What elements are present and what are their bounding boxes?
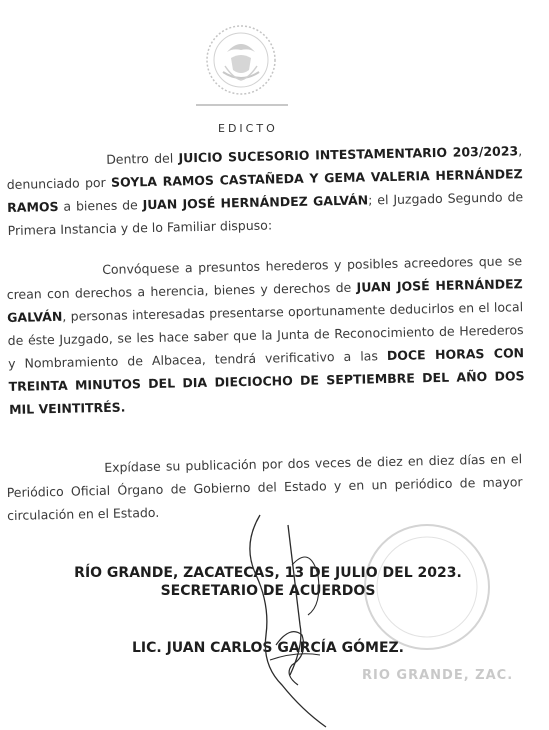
p3-text-1: Expídase su publicación por dos veces de diez en diez días en el Periódico Oficial Órgano de Gobierno del Estado y en un periódico de mayor circulación en el Estado. (6, 451, 523, 523)
stamp-lettering: RIO GRANDE, ZAC. (362, 668, 514, 683)
coat-of-arms-seal-icon (203, 22, 279, 98)
p2-hearing-time: DOCE HORAS CON TREINTA MINUTOS DEL DIA DIECIOCHO DE SEPTIEMBRE DEL AÑO DOS MIL VEINTITRÉS. (8, 345, 525, 417)
p1-text-4: ; el Juzgado Segundo de Primera Instancia y de lo Familiar dispuso: (7, 189, 524, 238)
p1-text-3: a bienes de (58, 197, 143, 214)
p1-case-number: JUICIO SUCESORIO INTESTAMENTARIO 203/2023 (178, 143, 519, 166)
p1-text-1: Dentro del (106, 150, 179, 167)
p1-deceased-name: JUAN JOSÉ HERNÁNDEZ GALVÁN (142, 192, 369, 213)
p2-text-2: , personas interesadas presentarse oportunamente deducirlos en el local de éste Juzgado, se les hace saber que la Junta de Reconocimiento de Herederos y Nombramiento de Albacea, tendrá verificativo a las (7, 299, 524, 371)
handwritten-signature-icon (230, 505, 390, 730)
document-title: EDICTO (218, 122, 278, 135)
paragraph-intro (6, 139, 524, 242)
seal-divider (196, 104, 288, 106)
signatory-role: SECRETARIO DE ACUERDOS (160, 583, 376, 599)
p2-deceased-name: JUAN JOSÉ HERNÁNDEZ GALVÁN (7, 276, 523, 325)
signatory-name: LIC. JUAN CARLOS GARCÍA GÓMEZ. (132, 640, 404, 656)
p1-text-2: , denunciado por (6, 143, 523, 192)
p2-text-1: Convóquese a presuntos herederos y posibles acreedores que se crean con derechos a herencia, bienes y derechos de (6, 253, 523, 302)
place-and-date: RÍO GRANDE, ZACATECAS, 13 DE JULIO DEL 2023. (74, 565, 462, 581)
paragraph-convocation (6, 249, 525, 421)
p1-claimants: SOYLA RAMOS CASTAÑEDA Y GEMA VALERIA HERNÁNDEZ RAMOS (7, 166, 523, 215)
